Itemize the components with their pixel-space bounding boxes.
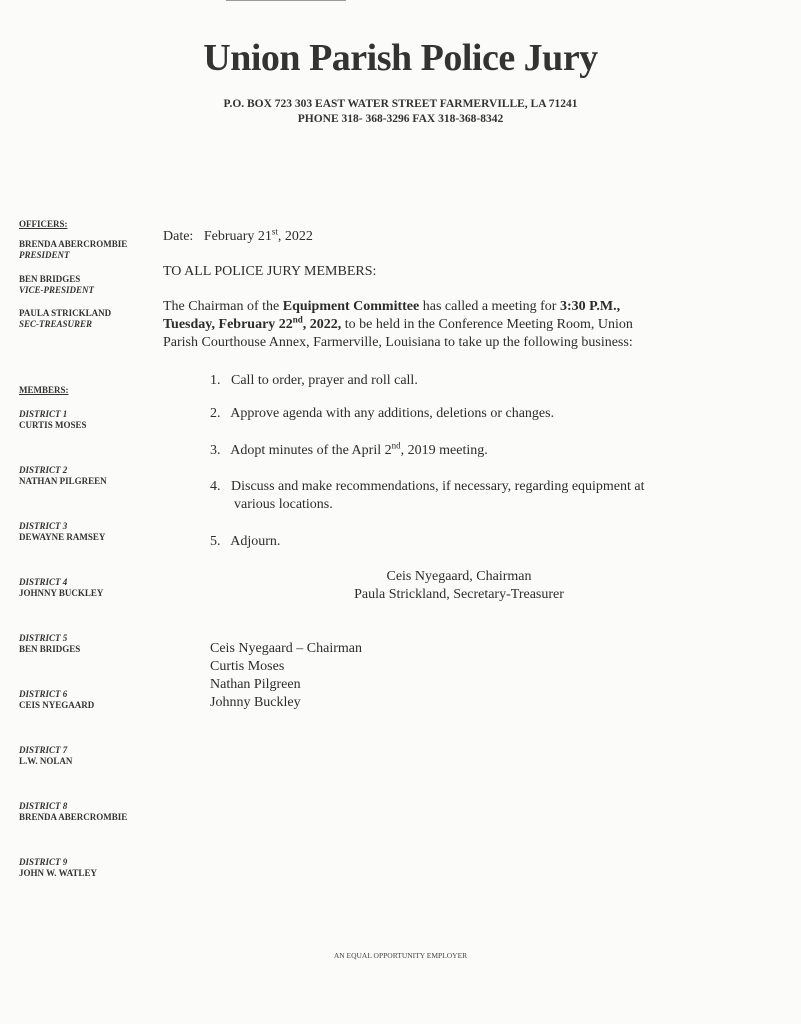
meeting-year: , 2022,: [302, 317, 342, 332]
officer-role: SEC-TREASURER: [19, 319, 93, 329]
agenda-sup: nd: [391, 440, 401, 451]
agenda-text: Call to order, prayer and roll call.: [231, 373, 418, 388]
date-year: , 2022: [277, 229, 313, 244]
agenda-item: [210, 534, 280, 550]
body-line-1: [163, 299, 620, 315]
date-sup: st: [271, 226, 278, 237]
officer-entry: [19, 274, 94, 296]
date-line: [163, 226, 313, 245]
member-name: CEIS NYEGAARD: [19, 700, 95, 710]
agenda-text-continued: various locations.: [234, 497, 333, 512]
member-entry: [19, 745, 72, 767]
body-text: The Chairman of the: [163, 299, 283, 314]
letterhead-title: Union Parish Police Jury: [203, 37, 598, 79]
address-line: P.O. BOX 723 303 EAST WATER STREET FARMERVILLE, LA 71241: [223, 98, 578, 110]
member-district: DISTRICT 3: [19, 521, 68, 531]
agenda-number: 1.: [210, 373, 221, 388]
agenda-text: Adopt minutes of the April 2: [230, 443, 392, 458]
top-rule: [226, 0, 346, 1]
officer-role: PRESIDENT: [19, 250, 70, 260]
agenda-text: Discuss and make recommendations, if necessary, regarding equipment at: [231, 479, 645, 494]
meeting-time: 3:30 P.M.,: [559, 299, 621, 314]
officers-heading: OFFICERS:: [19, 219, 68, 229]
agenda-text: Adjourn.: [230, 534, 281, 549]
member-name: L.W. NOLAN: [19, 756, 73, 766]
member-name: CURTIS MOSES: [19, 420, 87, 430]
member-district: DISTRICT 7: [19, 745, 68, 755]
officer-entry: [19, 239, 127, 261]
agenda-item: [210, 373, 418, 389]
body-line-2: [163, 314, 633, 333]
agenda-number: 5.: [210, 534, 221, 549]
signature-chairman: Ceis Nyegaard, Chairman: [386, 569, 532, 584]
committee-member: Johnny Buckley: [210, 695, 301, 710]
meeting-day: Tuesday, February 22: [163, 317, 293, 332]
committee-member: Nathan Pilgreen: [210, 677, 301, 692]
committee-member: Ceis Nyegaard – Chairman: [210, 641, 363, 656]
member-entry: [19, 801, 127, 823]
signature-secretary: Paula Strickland, Secretary-Treasurer: [354, 587, 564, 602]
agenda-number: 4.: [210, 479, 221, 494]
member-entry: [19, 465, 107, 487]
agenda-item: [210, 440, 488, 459]
member-district: DISTRICT 6: [19, 689, 68, 699]
agenda-item: [210, 479, 645, 495]
member-name: NATHAN PILGREEN: [19, 476, 107, 486]
member-name: JOHNNY BUCKLEY: [19, 588, 104, 598]
member-district: DISTRICT 9: [19, 857, 68, 867]
officer-name: BRENDA ABERCROMBIE: [19, 239, 128, 249]
agenda-text: Approve agenda with any additions, deletions or changes.: [230, 406, 555, 421]
member-entry: [19, 857, 97, 879]
date-value: February 21: [203, 229, 272, 244]
member-district: DISTRICT 5: [19, 633, 68, 643]
officer-name: BEN BRIDGES: [19, 274, 81, 284]
member-entry: [19, 633, 80, 655]
agenda-text: , 2019 meeting.: [400, 443, 488, 458]
committee-name: Equipment Committee: [282, 299, 420, 314]
member-district: DISTRICT 1: [19, 409, 68, 419]
body-text: has called a meeting for: [419, 299, 560, 314]
member-name: BEN BRIDGES: [19, 644, 81, 654]
officer-role: VICE-PRESIDENT: [19, 285, 95, 295]
member-entry: [19, 409, 86, 431]
member-entry: [19, 577, 103, 599]
member-district: DISTRICT 4: [19, 577, 68, 587]
member-district: DISTRICT 2: [19, 465, 68, 475]
member-name: BRENDA ABERCROMBIE: [19, 812, 128, 822]
agenda-item: [210, 406, 554, 422]
member-district: DISTRICT 8: [19, 801, 68, 811]
phone-line: PHONE 318- 368-3296 FAX 318-368-8342: [297, 113, 504, 125]
agenda-number: 3.: [210, 443, 221, 458]
members-heading: MEMBERS:: [19, 385, 69, 395]
member-entry: [19, 689, 94, 711]
body-text: to be held in the Conference Meeting Room, Union: [341, 317, 633, 332]
officer-entry: [19, 308, 111, 330]
member-name: JOHN W. WATLEY: [19, 868, 97, 878]
member-entry: [19, 521, 105, 543]
salutation: TO ALL POLICE JURY MEMBERS:: [163, 264, 377, 279]
letterhead-address: [0, 97, 801, 127]
officer-name: PAULA STRICKLAND: [19, 308, 112, 318]
date-label: Date:: [163, 229, 194, 244]
agenda-number: 2.: [210, 406, 221, 421]
footer-equal-opportunity: AN EQUAL OPPORTUNITY EMPLOYER: [333, 951, 468, 960]
member-name: DEWAYNE RAMSEY: [19, 532, 106, 542]
committee-member: Curtis Moses: [210, 659, 285, 674]
meeting-day-sup: nd: [292, 314, 303, 325]
body-line-3: Parish Courthouse Annex, Farmerville, Louisiana to take up the following business:: [163, 335, 633, 350]
